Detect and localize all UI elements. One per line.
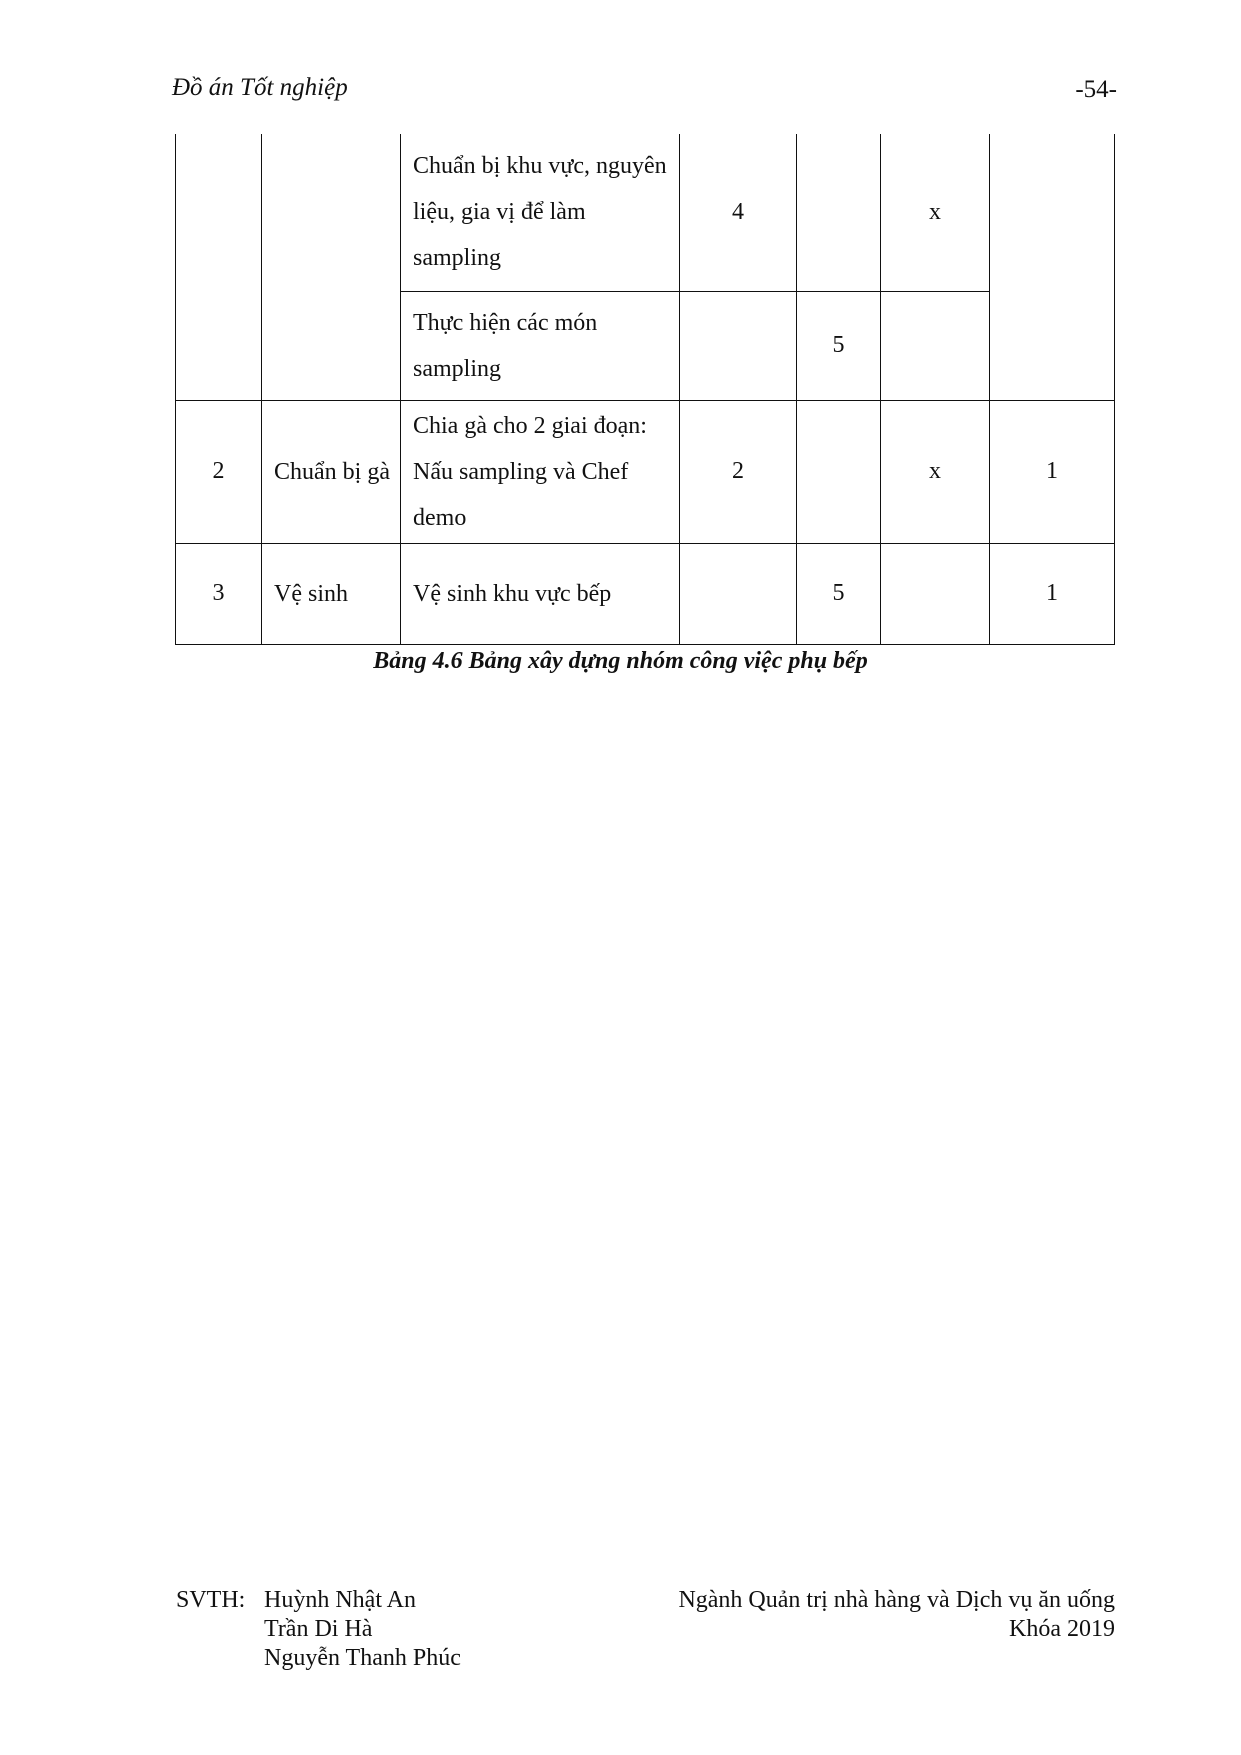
value-cell	[881, 291, 990, 400]
value-cell: 2	[680, 400, 797, 543]
value-cell: x	[881, 134, 990, 291]
task-cell: Chia gà cho 2 giai đoạn: Nấu sampling và Chef demo	[401, 400, 680, 543]
footer-program	[678, 1586, 1115, 1644]
value-cell	[990, 134, 1115, 400]
value-cell: 5	[797, 291, 881, 400]
work-group-table	[175, 134, 1115, 645]
table-row	[176, 134, 1115, 291]
task-cell: Chuẩn bị khu vực, nguyên liệu, gia vị để làm sampling	[401, 134, 680, 291]
value-cell	[797, 400, 881, 543]
table-caption: Bảng 4.6 Bảng xây dựng nhóm công việc phụ bếp	[373, 648, 868, 674]
stt-cell	[176, 134, 262, 400]
value-cell	[680, 543, 797, 644]
value-cell: 5	[797, 543, 881, 644]
value-cell	[881, 543, 990, 644]
value-cell: 1	[990, 400, 1115, 543]
group-cell: Chuẩn bị gà	[262, 400, 401, 543]
footer-major: Ngành Quản trị nhà hàng và Dịch vụ ăn uống	[678, 1587, 1115, 1613]
group-cell: Vệ sinh	[262, 543, 401, 644]
value-cell: 4	[680, 134, 797, 291]
stt-cell: 3	[176, 543, 262, 644]
document-title: Đồ án Tốt nghiệp	[172, 74, 348, 101]
task-cell: Vệ sinh khu vực bếp	[401, 543, 680, 644]
footer-names	[264, 1586, 461, 1673]
value-cell	[797, 134, 881, 291]
group-cell	[262, 134, 401, 400]
table-row	[176, 543, 1115, 644]
value-cell: x	[881, 400, 990, 543]
student-name: Nguyễn Thanh Phúc	[264, 1645, 461, 1671]
task-cell: Thực hiện các món sampling	[401, 291, 680, 400]
footer-label: SVTH:	[176, 1587, 246, 1613]
student-name: Huỳnh Nhật An	[264, 1587, 416, 1613]
footer-cohort: Khóa 2019	[1009, 1616, 1115, 1642]
page-number: -54-	[1075, 76, 1117, 103]
table-row	[176, 400, 1115, 543]
stt-cell: 2	[176, 400, 262, 543]
value-cell	[680, 291, 797, 400]
value-cell: 1	[990, 543, 1115, 644]
student-name: Trần Di Hà	[264, 1616, 373, 1642]
